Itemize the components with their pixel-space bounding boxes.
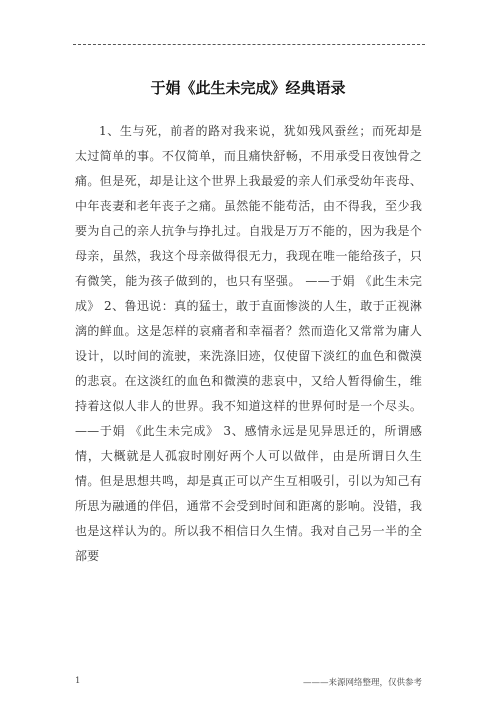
- page-number: 1: [75, 676, 81, 686]
- document-title: 于娟《此生未完成》经典语录: [150, 79, 346, 97]
- document-body: 1、生与死，前者的路对我来说，犹如残风蚕丝；而死却是太过简单的事。不仅简单，而且痛快舒畅，不用承受日夜蚀骨之痛。但是死，却是让这个世界上我最爱的亲人们承受幼年丧母、中年丧妻和老年丧子之痛。虽然能不能苟活，由不得我，至少我要为自己的亲人抗争与挣扎过。自戕是万万不能的，因为我是个母亲，虽然，我这个母亲做得很无力，我现在唯一能给孩子，只有微笑，能为孩子做到的，也只有坚强。 ——于娟 《此生未完成》 2、鲁迅说：真的猛士，敢于直面惨淡的人生，敢于正视淋漓的鲜血。这是怎样的哀痛者和幸福者？然而造化又常常为庸人设计，以时间的流驶，来洗涤旧迹，仅使留下淡红的血色和微漠的悲哀。在这淡红的血色和微漠的悲哀中，又给人暂得偷生，维持着这似人非人的世界。我不知道这样的世界何时是一个尽头。 ——于娟 《此生未完成》 3、感情永远是见异思迁的，所谓感情，大概就是人孤寂时刚好两个人可以做伴，由是所谓日久生情。但是思想共鸣，却是真正可以产生互相吸引，引以为知己有所思为融通的伴侣，通常不会受到时间和距离的影响。没错，我也是这样认为的。所以我不相信日久生情。我对自己另一半的全部要: [75, 124, 422, 563]
- header-dashed-rule: [73, 44, 425, 45]
- footer-source-note: ———来源网络整理，仅供参考: [302, 678, 422, 688]
